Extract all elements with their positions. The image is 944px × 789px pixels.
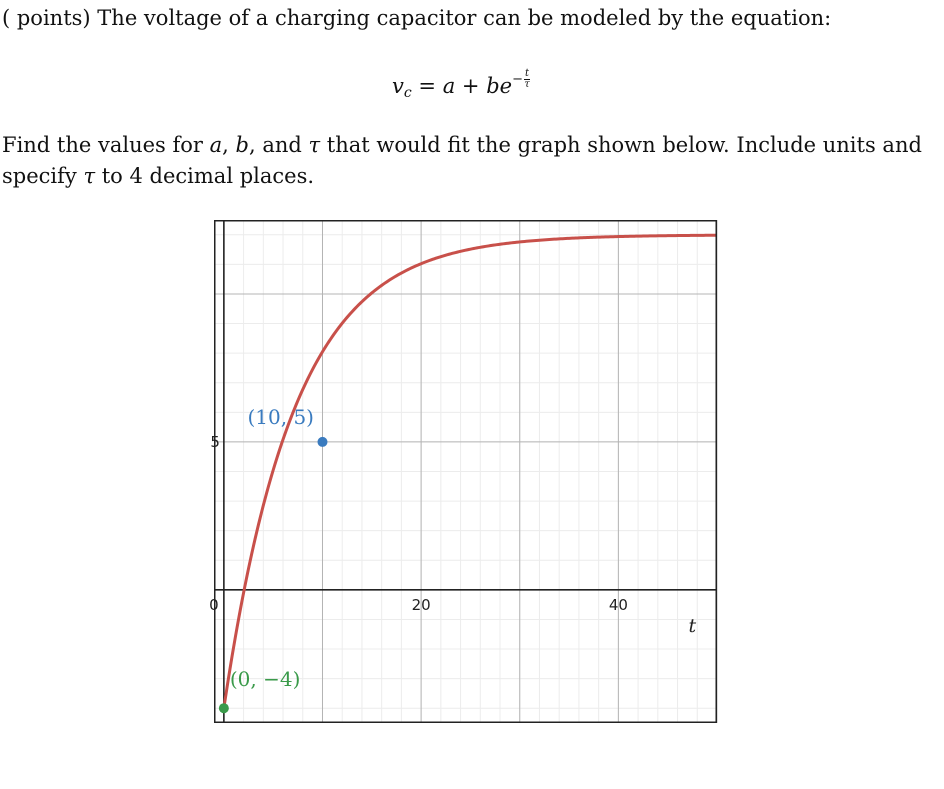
instr-part-2: that would fit the graph shown below. Include units and specify: [2, 133, 922, 188]
eq-exp-den: τ: [524, 79, 530, 90]
eq-plus: +: [461, 74, 480, 98]
x-axis-label: t: [688, 614, 697, 637]
eq-lhs-var: v: [392, 74, 404, 98]
eq-term-b: be: [486, 74, 513, 98]
var-b: b: [235, 133, 249, 157]
data-point: [317, 437, 327, 447]
points-prefix: ( points): [2, 6, 91, 30]
instr-comma: ,: [222, 133, 236, 157]
eq-equals: =: [418, 74, 437, 98]
instructions: [2, 130, 937, 192]
capacitor-graph: [209, 220, 717, 723]
capacitor-equation: [392, 68, 530, 101]
data-point: [219, 703, 229, 713]
var-tau-2: τ: [83, 164, 96, 188]
instr-part-3: to 4 decimal places.: [95, 164, 315, 188]
instr-and: , and: [248, 133, 309, 157]
var-tau: τ: [308, 133, 321, 157]
eq-exp-num: t: [525, 68, 530, 79]
y-tick-label: 5: [210, 432, 220, 451]
eq-lhs-sub: c: [403, 85, 412, 101]
eq-term-a: a: [442, 74, 456, 98]
instr-part-1: Find the values for: [2, 133, 210, 157]
question-intro: [2, 6, 831, 30]
eq-exponent: [512, 69, 530, 90]
x-tick-label: 0: [209, 595, 219, 614]
eq-exp-fraction: [524, 69, 530, 90]
eq-exp-sign: −: [512, 72, 523, 87]
data-point-label: (10, 5): [247, 404, 314, 429]
var-a: a: [209, 133, 223, 157]
intro-text: The voltage of a charging capacitor can be modeled by the equation:: [97, 6, 832, 30]
x-tick-label: 40: [608, 595, 628, 614]
x-tick-label: 20: [411, 595, 431, 614]
data-point-label: (0, −4): [229, 667, 301, 692]
